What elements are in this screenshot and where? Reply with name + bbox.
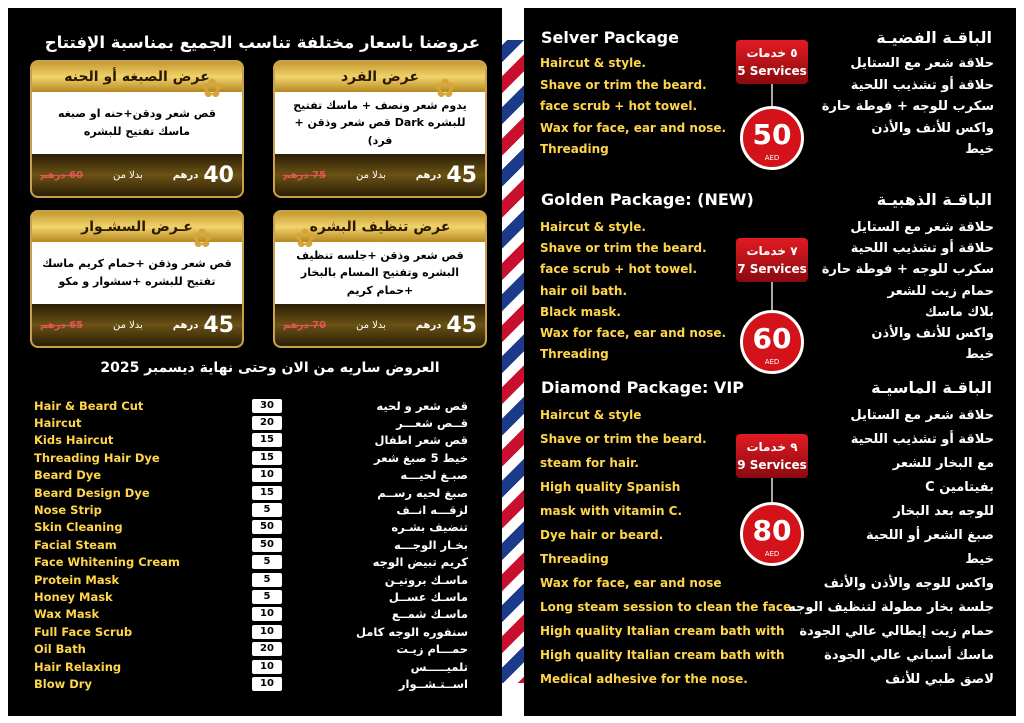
price-list-row — [34, 467, 474, 484]
service-price: 5 — [252, 573, 282, 587]
package-item-ar: جلسة بخار مطولة لتنظيف الوجه — [788, 600, 994, 615]
offer-title: عرض الفرد — [275, 62, 485, 92]
package-item-ar: ماسك أسباني عالي الجودة — [824, 648, 994, 663]
service-name-ar: ماسـك عســل — [388, 590, 468, 605]
package-title-en: Golden Package: (NEW) — [541, 190, 754, 209]
package-item-ar: حلاقة أو تشذيب اللحية — [850, 241, 994, 257]
service-price: 10 — [252, 607, 282, 621]
service-name-en: Protein Mask — [34, 572, 120, 587]
service-name-ar: خيط 5 صبغ شعر — [374, 450, 468, 465]
package-item-ar: خيط — [965, 142, 994, 157]
service-name-en: Hair Relaxing — [34, 659, 122, 674]
service-name-ar: قص شعر اطفال — [374, 433, 468, 448]
service-price: 10 — [252, 625, 282, 639]
service-name-ar: تنضيف بشـره — [391, 520, 468, 535]
package-item-en: face scrub + hot towel. — [540, 99, 698, 113]
service-name-en: Facial Steam — [34, 537, 117, 552]
package-currency: AED — [764, 154, 780, 162]
package-item-ar: للوجه بعد البخار — [893, 504, 994, 519]
service-name-ar: صبـغ لحيـــه — [400, 468, 468, 483]
package-item-ar: حلاقة شعر مع الستايل — [850, 56, 994, 71]
offer-currency: درهم — [415, 319, 442, 331]
package-title-ar: الباقـة الماسيـة — [871, 378, 992, 397]
price-list-row — [34, 501, 474, 518]
offer-description: يدوم شعر ونصف + ماسك تفتيح للبشره Dark قص شعر وذقن + فرد) — [293, 98, 467, 147]
package-price: 50 — [752, 118, 792, 151]
offer-old-price: 70 درهم — [283, 319, 327, 331]
service-name-en: Beard Dye — [34, 468, 102, 483]
package-services-badge — [736, 40, 808, 84]
gift-bow-icon: ✿ — [434, 74, 456, 104]
service-name-en: Skin Cleaning — [34, 520, 123, 535]
service-price: 20 — [252, 416, 282, 430]
service-price: 15 — [252, 486, 282, 500]
service-name-ar: قــص شعـــر — [396, 416, 468, 431]
package-item-en: Black mask. — [540, 304, 621, 319]
offer-description: قص شعر وذقن +حمام كريم ماسك تفتيح للبشره +سشوار و مكو — [42, 257, 232, 288]
badge-count-en: 9 Services — [737, 458, 807, 472]
offer-instead-label: بدلا من — [112, 319, 143, 331]
service-price: 50 — [252, 520, 282, 534]
service-name-en: Beard Design Dye — [34, 485, 150, 500]
package-item-en: High quality Italian cream bath with — [540, 624, 785, 638]
offer-description: قص شعر ودقن+حنه او صبغه ماسك تفتيح للبشره — [58, 107, 216, 138]
price-list-row — [34, 658, 474, 675]
package-item-ar: حلاقة شعر مع الستايل — [850, 220, 994, 235]
service-price: 15 — [252, 433, 282, 447]
package-item-en: hair oil bath. — [540, 283, 628, 298]
package-item-en: mask with vitamin C. — [540, 504, 683, 518]
service-price: 10 — [252, 660, 282, 674]
package-item-en: Dye hair or beard. — [540, 528, 664, 542]
gift-bow-icon: ✿ — [294, 224, 316, 254]
service-name-en: Oil Bath — [34, 642, 86, 657]
price-list-row — [34, 519, 474, 536]
price-list-row — [34, 623, 474, 640]
service-name-en: Face Whitening Cream — [34, 555, 180, 570]
service-price: 30 — [252, 399, 282, 413]
package-title-ar: الباقـة الفضيـة — [876, 28, 992, 47]
package-price-tag — [740, 106, 804, 170]
service-price: 5 — [252, 503, 282, 517]
service-name-ar: لزقـــه انــف — [396, 503, 468, 518]
package-item-ar: لاصق طبي للأنف — [885, 672, 994, 687]
package-item-en: Wax for face, ear and nose — [540, 576, 722, 590]
offer-card-dye — [30, 60, 244, 198]
gift-bow-icon: ✿ — [201, 74, 223, 104]
offer-instead-label: بدلا من — [355, 319, 386, 331]
offer-description: قص شعر وذقن +جلسه تنظيف البشره وتفتيح المسام بالبخار +حمام كريم — [296, 248, 464, 297]
package-title-en: Diamond Package: VIP — [541, 378, 744, 397]
package-item-en: Haircut & style. — [540, 56, 646, 70]
package-item-ar: حلاقة أو تشذيب اللحية — [850, 432, 994, 447]
package-item-en: Wax for face, ear and nose. — [540, 326, 727, 340]
service-price: 10 — [252, 677, 282, 691]
service-name-en: Full Face Scrub — [34, 624, 133, 639]
offer-currency: درهم — [415, 169, 442, 181]
service-name-ar: كريم تبيض الوجه — [372, 555, 468, 570]
offer-title: عرض الصبغه أو الحنه — [32, 62, 242, 92]
service-name-en: Haircut — [34, 416, 82, 431]
offer-card-blowdry — [30, 210, 244, 348]
service-name-en: Threading Hair Dye — [34, 450, 160, 465]
price-list-row — [34, 449, 474, 466]
offers-title: عروضنا باسعار مختلفة تناسب الجميع بمناسبة الإفتتاح — [44, 33, 480, 52]
offer-price: 40 — [203, 162, 234, 188]
service-name-en: Wax Mask — [34, 607, 100, 622]
package-item-en: face scrub + hot towel. — [540, 262, 698, 277]
package-item-en: Shave or trim the beard. — [540, 241, 707, 256]
package-item-en: Long steam session to clean the face. — [540, 600, 796, 614]
price-list-row — [34, 606, 474, 623]
package-item-ar: حلاقة أو تشذيب اللحية — [850, 77, 994, 93]
service-name-en: Hair & Beard Cut — [34, 398, 144, 413]
package-price: 60 — [752, 322, 792, 355]
price-tag-string — [771, 84, 773, 106]
service-name-en: Blow Dry — [34, 677, 92, 692]
service-price: 20 — [252, 642, 282, 656]
package-item-ar: خيط — [965, 552, 994, 567]
package-services-badge — [736, 434, 808, 478]
offer-price: 45 — [203, 312, 234, 338]
service-name-en: Kids Haircut — [34, 433, 114, 448]
service-name-ar: اســتـشــوار — [398, 677, 468, 692]
service-price: 50 — [252, 538, 282, 552]
offer-old-price: 60 درهم — [40, 169, 84, 181]
package-item-ar: سكرب للوجه + فوطة حارة — [821, 99, 994, 114]
offer-instead-label: بدلا من — [112, 169, 143, 181]
badge-count-en: 5 Services — [737, 64, 807, 78]
package-currency: AED — [764, 550, 780, 558]
offer-title: عرض تنظيف البشره — [275, 212, 485, 242]
offer-instead-label: بدلا من — [355, 169, 386, 181]
package-item-ar: واكس للأنف والأذن — [871, 120, 994, 136]
price-tag-string — [771, 282, 773, 310]
offer-old-price: 75 درهم — [283, 169, 327, 181]
badge-count-en: 7 Services — [737, 262, 807, 276]
package-title-en: Selver Package — [541, 28, 679, 47]
offer-old-price: 65 درهم — [40, 319, 84, 331]
gift-bow-icon: ✿ — [191, 224, 213, 254]
package-item-ar: حمام زيت إيطالي عالي الجودة — [799, 624, 994, 639]
package-item-en: steam for hair. — [540, 456, 639, 470]
package-item-en: Threading — [540, 552, 609, 566]
offer-currency: درهم — [172, 319, 199, 331]
offer-card-individual — [273, 60, 487, 198]
package-item-ar: سكرب للوجه + فوطة حارة — [821, 262, 994, 278]
package-title-ar: الباقـة الذهبيـة — [876, 190, 992, 209]
package-item-en: Haircut & style — [540, 408, 642, 422]
package-item-en: High quality Spanish — [540, 480, 681, 494]
badge-count-ar: ٩ خدمات — [746, 440, 798, 454]
price-list-row — [34, 414, 474, 431]
price-list-row — [34, 554, 474, 571]
package-price: 80 — [752, 514, 792, 547]
price-list-row — [34, 484, 474, 501]
package-item-en: Threading — [540, 142, 609, 156]
offer-price: 45 — [446, 312, 477, 338]
offer-currency: درهم — [172, 169, 199, 181]
package-price-tag — [740, 502, 804, 566]
service-name-ar: ماسـك بروتيـن — [384, 572, 468, 587]
price-list-row — [34, 571, 474, 588]
package-item-ar: بلاك ماسك — [924, 304, 994, 320]
package-item-ar: خيط — [965, 347, 994, 363]
price-list-row — [34, 641, 474, 658]
price-list-row — [34, 536, 474, 553]
service-name-ar: تلميـــــس — [410, 659, 468, 674]
package-item-en: High quality Italian cream bath with — [540, 648, 785, 662]
service-name-en: Nose Strip — [34, 503, 102, 518]
service-price: 5 — [252, 590, 282, 604]
price-list-row — [34, 675, 474, 692]
service-name-ar: حمـــام زيـت — [396, 642, 468, 657]
package-item-ar: حمام زيت للشعر — [887, 283, 994, 299]
package-item-ar: واكس للوجه والأذن والأنف — [823, 576, 994, 591]
package-item-en: Wax for face, ear and nose. — [540, 120, 727, 135]
badge-count-ar: ٥ خدمات — [746, 46, 798, 60]
service-price: 15 — [252, 451, 282, 465]
service-name-ar: سنفوره الوجه كامل — [355, 624, 468, 639]
offer-title: عـرض السشـوار — [32, 212, 242, 242]
package-item-en: Medical adhesive for the nose. — [540, 672, 748, 686]
validity-note: العروض ساريه من الان وحتى نهاية ديسمبر 2025 — [100, 360, 440, 376]
service-name-ar: ماسـك شمــع — [391, 607, 468, 622]
package-item-ar: واكس للأنف والأذن — [871, 326, 994, 341]
package-item-en: Shave or trim the beard. — [540, 432, 707, 446]
service-name-ar: قص شعر و لحيه — [376, 398, 468, 413]
package-item-en: Shave or trim the beard. — [540, 77, 707, 92]
package-item-ar: بفيتامين C — [925, 480, 994, 495]
package-item-ar: صبغ الشعر أو اللحية — [865, 528, 994, 543]
price-tag-string — [771, 478, 773, 502]
price-list-row — [34, 432, 474, 449]
service-name-ar: صبغ لحيه رســم — [377, 485, 468, 500]
service-name-ar: بخـار الوجـــه — [393, 537, 468, 552]
package-currency: AED — [764, 358, 780, 366]
offer-price: 45 — [446, 162, 477, 188]
package-services-badge — [736, 238, 808, 282]
barber-pole-divider — [502, 0, 524, 723]
package-item-ar: حلاقة شعر مع الستايل — [850, 408, 994, 423]
service-price: 10 — [252, 468, 282, 482]
offer-card-skin-cleaning — [273, 210, 487, 348]
service-price: 5 — [252, 555, 282, 569]
package-item-en: Threading — [540, 347, 609, 362]
price-list-row — [34, 397, 474, 414]
package-item-en: Haircut & style. — [540, 220, 646, 234]
badge-count-ar: ٧ خدمات — [746, 244, 798, 258]
package-price-tag — [740, 310, 804, 374]
price-list-row — [34, 588, 474, 605]
package-item-ar: مع البخار للشعر — [892, 456, 994, 471]
service-name-en: Honey Mask — [34, 590, 113, 605]
